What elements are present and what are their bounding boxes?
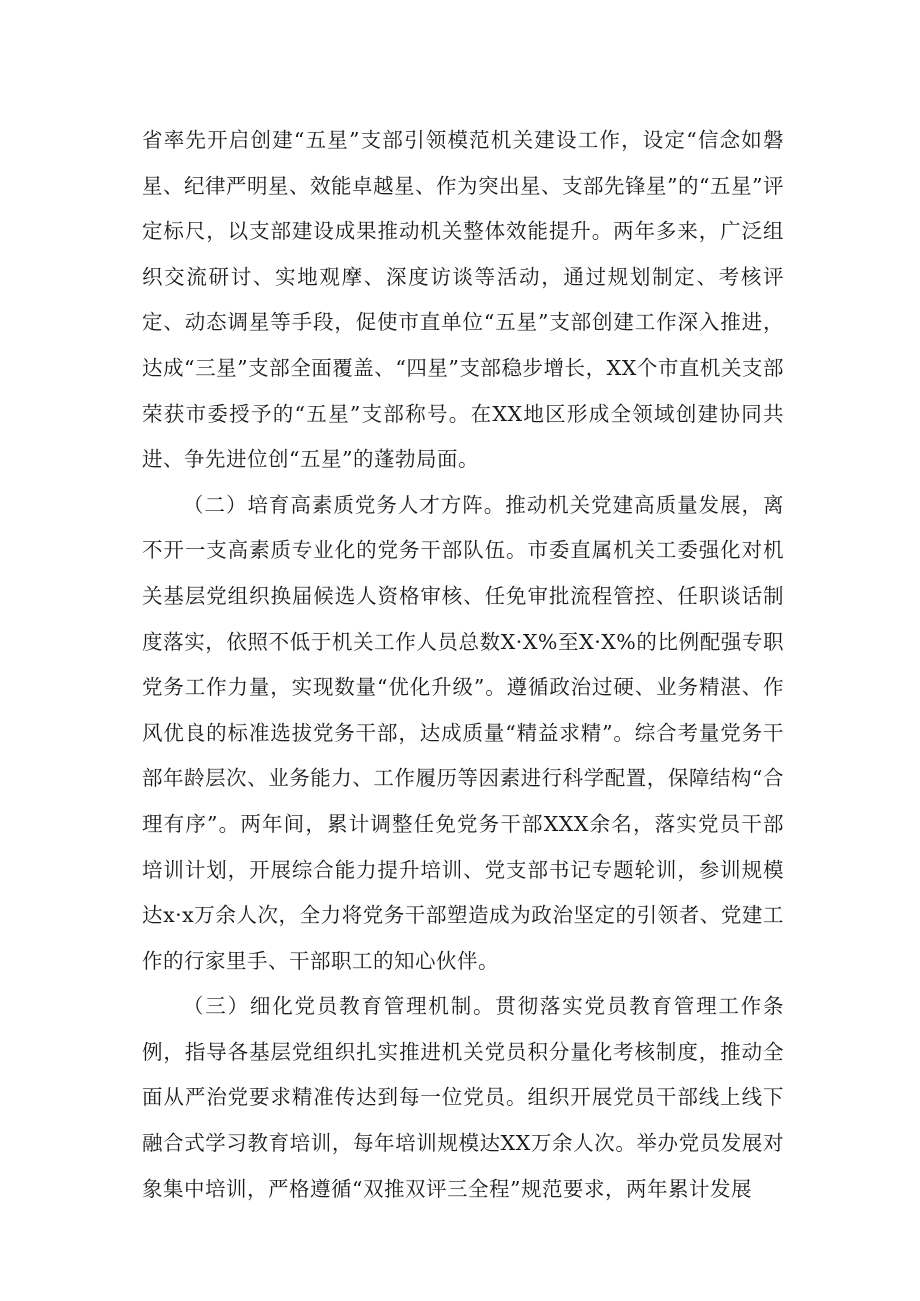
paragraph-member-education: （三）细化党员教育管理机制。贯彻落实党员教育管理工作条例，指导各基层党组织扎实推进机关党员积分量化考核制度，推动全面从严治党要求精准传达到每一位党员。组织开展党员干部线上线下融合式学习教育培训，每年培训规模达XX万余人次。举办党员发展对象集中培训，严格遵循“双推双评三全程”规范要求，两年累计发展 [142,994,784,1201]
paragraph-party-talent-team: （二）培育高素质党务人才方阵。推动机关党建高质量发展，离不开一支高素质专业化的党务干部队伍。市委直属机关工委强化对机关基层党组织换届候选人资格审核、任免审批流程管控、任职谈话制度落实，依照不低于机关工作人员总数X·X%至X·X%的比例配强专职党务工作力量，实现数量“优化升级”。遵循政治过硬、业务精湛、作风优良的标准选拔党务干部，达成质量“精益求精”。综合考量党务干部年龄层次、业务能力、工作履历等因素进行科学配置，保障结构“合理有序”。两年间，累计调整任免党务干部XXX余名，落实党员干部培训计划，开展综合能力提升培训、党支部书记专题轮训，参训规模达x·x万余人次，全力将党务干部塑造成为政治坚定的引领者、党建工作的行家里手、干部职工的知心伙伴。 [142,492,784,973]
paragraph-five-star-branch: 省率先开启创建“五星”支部引领模范机关建设工作，设定“信念如磐星、纪律严明星、效能卓越星、作为突出星、支部先锋星”的“五星”评定标尺，以支部建设成果推动机关整体效能提升。两年多来，广泛组织交流研讨、实地观摩、深度访谈等活动，通过规划制定、考核评定、动态调星等手段，促使市直单位“五星”支部创建工作深入推进，达成“三星”支部全面覆盖、“四星”支部稳步增长，XX个市直机关支部荣获市委授予的“五星”支部称号。在XX地区形成全领域创建协同共进、争先进位创“五星”的蓬勃局面。 [142,128,784,472]
document-body [142,118,784,1212]
